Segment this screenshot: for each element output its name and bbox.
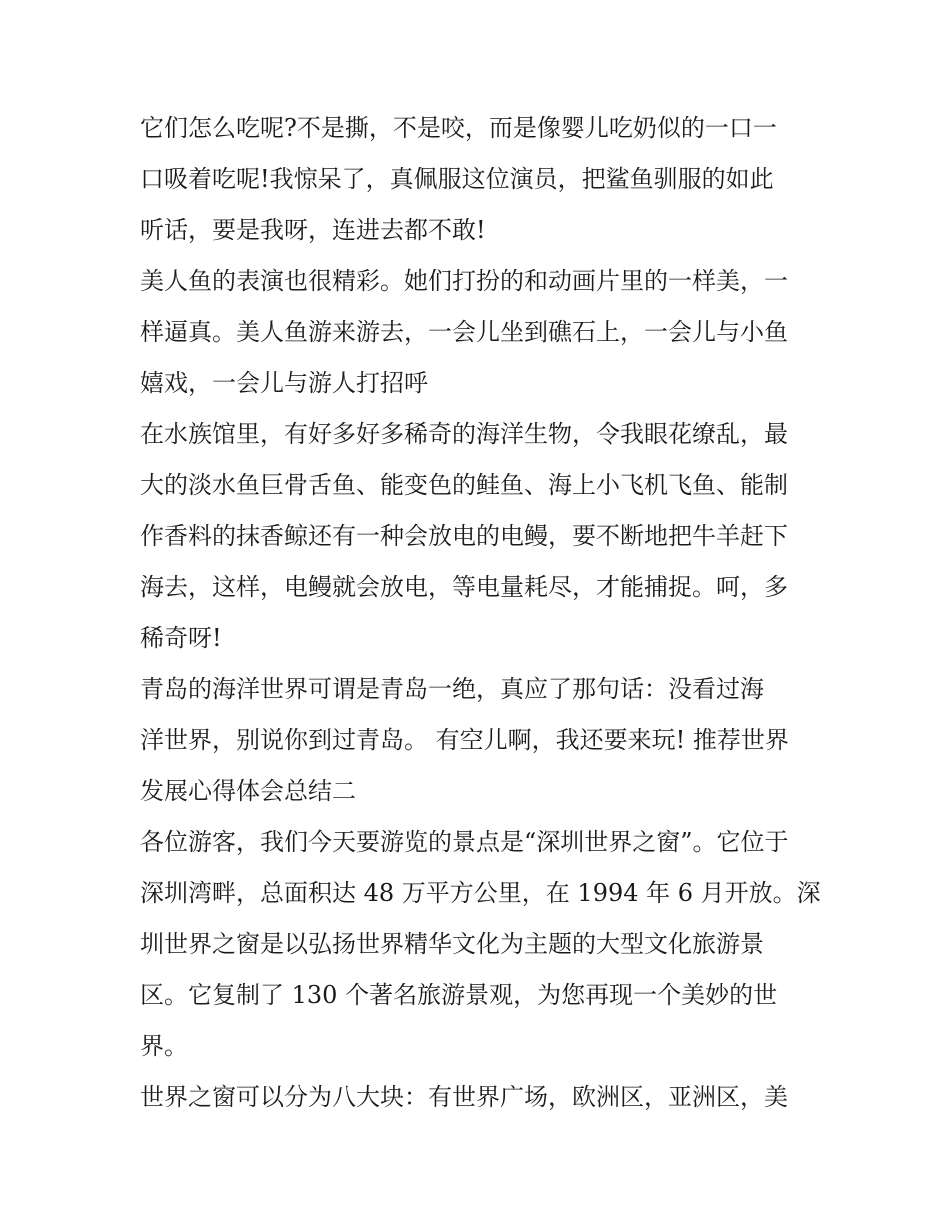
text-line: 圳世界之窗是以弘扬世界精华文化为主题的大型文化旅游景 xyxy=(140,930,764,958)
text-line: 样逼真。美人鱼游来游去，一会儿坐到礁石上，一会儿与小鱼 xyxy=(140,318,788,346)
body-text xyxy=(140,103,830,1123)
text-line: 各位游客，我们今天要游览的景点是“深圳世界之窗”。它位于 xyxy=(140,828,789,856)
text-line: 嬉戏，一会儿与游人打招呼 xyxy=(140,369,428,397)
text-line: 作香料的抹香鲸还有一种会放电的电鳗，要不断地把牛羊赶下 xyxy=(140,522,788,550)
text-line: 区。它复制了 130 个著名旅游景观，为您再现一个美妙的世 xyxy=(140,981,778,1009)
text-line: 界。 xyxy=(140,1032,188,1060)
text-line: 深圳湾畔，总面积达 48 万平方公里，在 1994 年 6 月开放。深 xyxy=(140,879,821,907)
text-line: 发展心得体会总结二 xyxy=(140,777,356,805)
text-line: 在水族馆里，有好多好多稀奇的海洋生物，令我眼花缭乱，最 xyxy=(140,420,788,448)
text-line: 口吸着吃呢!我惊呆了，真佩服这位演员，把鲨鱼驯服的如此 xyxy=(140,165,774,193)
text-line: 它们怎么吃呢?不是撕，不是咬，而是像婴儿吃奶似的一口一 xyxy=(140,114,777,142)
text-line: 稀奇呀! xyxy=(140,624,222,652)
text-line: 洋世界，别说你到过青岛。 有空儿啊，我还要来玩! 推荐世界 xyxy=(140,726,789,754)
text-line: 青岛的海洋世界可谓是青岛一绝，真应了那句话：没看过海 xyxy=(140,675,764,703)
text-line: 听话，要是我呀，连进去都不敢! xyxy=(140,216,486,244)
text-line: 美人鱼的表演也很精彩。她们打扮的和动画片里的一样美，一 xyxy=(140,267,788,295)
text-line: 大的淡水鱼巨骨舌鱼、能变色的鲑鱼、海上小飞机飞鱼、能制 xyxy=(140,471,788,499)
text-line: 世界之窗可以分为八大块：有世界广场，欧洲区，亚洲区，美 xyxy=(140,1083,788,1111)
text-line: 海去，这样，电鳗就会放电，等电量耗尽，才能捕捉。呵，多 xyxy=(140,573,788,601)
